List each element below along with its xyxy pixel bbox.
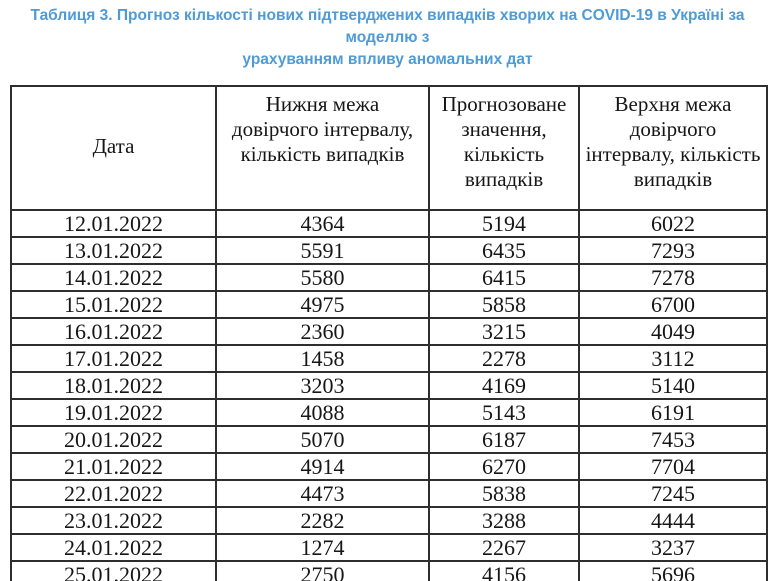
table-row (11, 534, 767, 561)
value-cell: 4169 (429, 372, 579, 399)
value-cell: 6700 (579, 291, 767, 318)
table-caption-line-1: Таблиця 3. Прогноз кількості нових підтверджених випадків хворих на COVID-19 в Україні за моделлю з (30, 7, 745, 46)
table-row (11, 345, 767, 372)
forecast-table (10, 85, 768, 581)
value-cell: 5580 (216, 264, 429, 291)
value-cell: 5194 (429, 210, 579, 237)
value-cell: 4473 (216, 480, 429, 507)
value-cell: 3203 (216, 372, 429, 399)
value-cell: 4156 (429, 561, 579, 581)
column-header-forecast-value: Прогнозоване значення, кількість випадків (429, 86, 579, 210)
table-header (11, 86, 767, 210)
table-row (11, 372, 767, 399)
column-header-lower-bound: Нижня межа довірчого інтервалу, кількість випадків (216, 86, 429, 210)
value-cell: 1458 (216, 345, 429, 372)
value-cell: 3237 (579, 534, 767, 561)
value-cell: 1274 (216, 534, 429, 561)
value-cell: 4975 (216, 291, 429, 318)
table-caption-line-2: урахуванням впливу аномальних дат (242, 51, 533, 68)
value-cell: 7293 (579, 237, 767, 264)
date-cell: 22.01.2022 (11, 480, 216, 507)
value-cell: 5838 (429, 480, 579, 507)
table-row (11, 426, 767, 453)
date-cell: 14.01.2022 (11, 264, 216, 291)
date-cell: 17.01.2022 (11, 345, 216, 372)
header-row (11, 86, 767, 210)
table-caption (14, 5, 761, 71)
value-cell: 7245 (579, 480, 767, 507)
table-row (11, 453, 767, 480)
value-cell: 3215 (429, 318, 579, 345)
value-cell: 6191 (579, 399, 767, 426)
value-cell: 5140 (579, 372, 767, 399)
value-cell: 3112 (579, 345, 767, 372)
date-cell: 21.01.2022 (11, 453, 216, 480)
table-row (11, 291, 767, 318)
value-cell: 6435 (429, 237, 579, 264)
date-cell: 18.01.2022 (11, 372, 216, 399)
value-cell: 2278 (429, 345, 579, 372)
value-cell: 4364 (216, 210, 429, 237)
value-cell: 5696 (579, 561, 767, 581)
value-cell: 5070 (216, 426, 429, 453)
value-cell: 6270 (429, 453, 579, 480)
table-row (11, 507, 767, 534)
value-cell: 4914 (216, 453, 429, 480)
table-row (11, 237, 767, 264)
value-cell: 2282 (216, 507, 429, 534)
value-cell: 2360 (216, 318, 429, 345)
value-cell: 5858 (429, 291, 579, 318)
table-row (11, 399, 767, 426)
value-cell: 4444 (579, 507, 767, 534)
date-cell: 25.01.2022 (11, 561, 216, 581)
table-row (11, 210, 767, 237)
table-body (11, 210, 767, 581)
value-cell: 3288 (429, 507, 579, 534)
date-cell: 15.01.2022 (11, 291, 216, 318)
date-cell: 19.01.2022 (11, 399, 216, 426)
value-cell: 6022 (579, 210, 767, 237)
value-cell: 5591 (216, 237, 429, 264)
table-row (11, 318, 767, 345)
column-header-date: Дата (11, 86, 216, 210)
value-cell: 4088 (216, 399, 429, 426)
value-cell: 2750 (216, 561, 429, 581)
value-cell: 6415 (429, 264, 579, 291)
date-cell: 13.01.2022 (11, 237, 216, 264)
date-cell: 16.01.2022 (11, 318, 216, 345)
table-row (11, 264, 767, 291)
value-cell: 7453 (579, 426, 767, 453)
date-cell: 23.01.2022 (11, 507, 216, 534)
date-cell: 24.01.2022 (11, 534, 216, 561)
value-cell: 5143 (429, 399, 579, 426)
date-cell: 20.01.2022 (11, 426, 216, 453)
value-cell: 2267 (429, 534, 579, 561)
value-cell: 7704 (579, 453, 767, 480)
table-row (11, 480, 767, 507)
table-row (11, 561, 767, 581)
column-header-upper-bound: Верхня межа довірчого інтервалу, кількість випадків (579, 86, 767, 210)
date-cell: 12.01.2022 (11, 210, 216, 237)
value-cell: 4049 (579, 318, 767, 345)
value-cell: 7278 (579, 264, 767, 291)
value-cell: 6187 (429, 426, 579, 453)
